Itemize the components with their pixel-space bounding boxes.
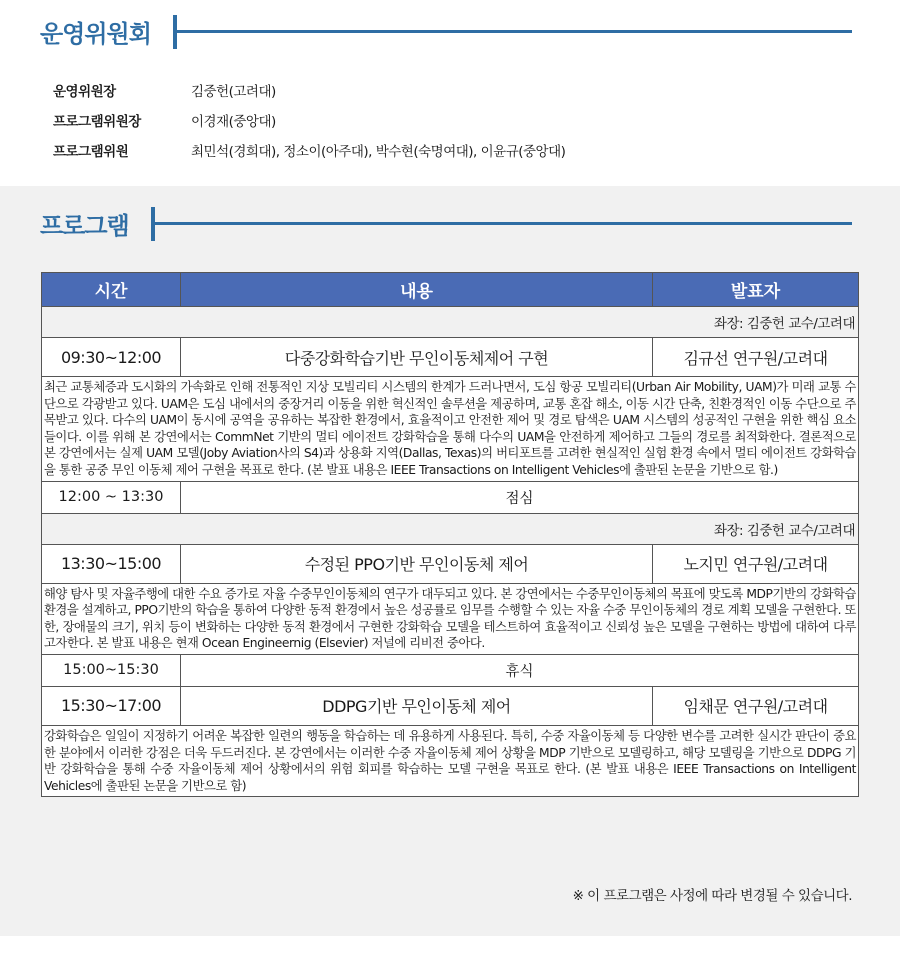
talk-abstract: 최근 교통체증과 도시화의 가속화로 인해 전통적인 지상 모빌리티 시스템의 한계가 드러나면서, 도심 항공 모빌리티(Urban Air Mobility, UAM)가 미래 교통 수단으로 각광받고 있다. UAM은 도심 내에서의 중장거리 이동을 위한 혁신적인 솔루션을 제공하며, 교통 혼잡 해소, 이동 시간 단축, 친환경적인 이동 수단으로 주목받고 있다. 다수의 UAM이 동시에 공역을 공유하는 복잡한 환경에서, 효율적이고 안전한 제어 및 경로 탐색은 UAM 시스템의 성공적인 구현을 위한 핵심 요소들이다. 이를 위해 본 강연에서는 CommNet 기반의 멀티 에이전트 강화학습을 통해 다수의 UAM을 안전하게 제어하고 그들의 경로를 최적화한다. 결론적으로 본 강연에서는 실제 UAM 모델(Joby Aviation사의 S4)과 상용화 지역(Dallas, Texas)의 버티포트를 고려한 현실적인 실험 환경 속에서 멀티 에이전트 강화학습을 통한 공중 무인 이동체 제어 구현을 목표로 한다. (본 발표 내용은 IEEE Transactions on Intelligent Vehicles에 출판된 논문을 기반으로 함.): [42, 377, 859, 482]
talk-row: [42, 338, 859, 377]
talk-abstract: 해양 탐사 및 자율주행에 대한 수요 증가로 자율 수중무인이동체의 연구가 대두되고 있다. 본 강연에서는 수중무인이동체의 목표에 맞도록 MDP기반의 강화학습 환경을 설계하고, PPO기반의 학습을 통하여 다양한 동적 환경에서 높은 성공률로 임무를 수행할 수 있는 자율 수중 무인이동체의 경로 계획 모델을 구현한다. 또한, 장애물의 크기, 위치 등이 변화하는 다양한 동적 환경에서 구현한 강화학습 모델을 테스트하여 효율적이고 신뢰성 높은 모델을 구현하는 방법에 대하여 다루고자한다. 본 발표 내용은 현재 Ocean Engineernig (Elsevier) 저널에 리비전 중아다.: [42, 583, 859, 654]
talk-row: [42, 544, 859, 583]
talk-title: DDPG기반 무인이동체 제어: [181, 686, 653, 725]
abstract-row: [42, 725, 859, 796]
talk-time: 09:30~12:00: [42, 338, 181, 377]
committee-row: [53, 135, 565, 165]
program-heading: [40, 206, 852, 241]
talk-time: 13:30~15:00: [42, 544, 181, 583]
committee-names: 이경재(중앙대): [191, 114, 276, 130]
committee-row: [53, 105, 565, 135]
committee-names: 김중헌(고려대): [191, 84, 276, 100]
talk-title: 수정된 PPO기반 무인이동체 제어: [181, 544, 653, 583]
abstract-row: [42, 583, 859, 654]
break-time: 12:00 ~ 13:30: [42, 481, 181, 513]
header-time: 시간: [42, 273, 181, 307]
committee-list: [53, 75, 565, 165]
committee-heading: [40, 14, 852, 49]
committee-role: 프로그램위원: [53, 144, 129, 160]
chair-row: [42, 513, 859, 544]
talk-abstract: 강화학습은 일일이 지정하기 어려운 복잡한 일련의 행동을 학습하는 데 유용하게 사용된다. 특히, 수중 자율이동체 등 다양한 변수를 고려한 실시간 판단이 중요한 분야에서 이러한 강점은 더욱 두드러진다. 본 강연에서는 이러한 수중 자율이동체 제어 상황을 MDP 기반으로 모델링하고, 해당 모델링을 기반으로 DDPG 기반 강화학습을 통해 수중 자율이동체 제어 상황에서의 위험 회피를 학습하는 모델 구현을 목표로 한다. (본 발표 내용은 IEEE Transactions on Intelligent Vehicles에 출판된 논문을 기반으로 함): [42, 725, 859, 796]
break-label: 점심: [181, 481, 859, 513]
program-title: 프로그램: [40, 212, 129, 240]
talk-time: 15:30~17:00: [42, 686, 181, 725]
heading-rule: [177, 30, 852, 33]
committee-title: 운영위원회: [40, 20, 151, 48]
table-header-row: [42, 273, 859, 307]
program-table: [41, 272, 859, 797]
break-time: 15:00~15:30: [42, 654, 181, 686]
committee-role: 프로그램위원장: [53, 114, 141, 130]
committee-role: 운영위원장: [53, 84, 116, 100]
break-label: 휴식: [181, 654, 859, 686]
talk-title: 다중강화학습기반 무인이동체제어 구현: [181, 338, 653, 377]
talk-presenter: 김규선 연구원/고려대: [653, 338, 859, 377]
chair-label: 좌장: 김중헌 교수/고려대: [42, 307, 859, 338]
chair-row: [42, 307, 859, 338]
talk-presenter: 노지민 연구원/고려대: [653, 544, 859, 583]
heading-rule: [155, 222, 852, 225]
committee-names: 최민석(경희대), 정소이(아주대), 박수현(숙명여대), 이윤규(중앙대): [191, 144, 566, 160]
program-note: ※ 이 프로그램은 사정에 따라 변경될 수 있습니다.: [572, 888, 852, 904]
committee-row: [53, 75, 565, 105]
abstract-row: [42, 377, 859, 482]
header-content: 내용: [181, 273, 653, 307]
break-row: [42, 654, 859, 686]
talk-row: [42, 686, 859, 725]
chair-label: 좌장: 김중헌 교수/고려대: [42, 513, 859, 544]
talk-presenter: 임채문 연구원/고려대: [653, 686, 859, 725]
header-presenter: 발표자: [653, 273, 859, 307]
break-row: [42, 481, 859, 513]
